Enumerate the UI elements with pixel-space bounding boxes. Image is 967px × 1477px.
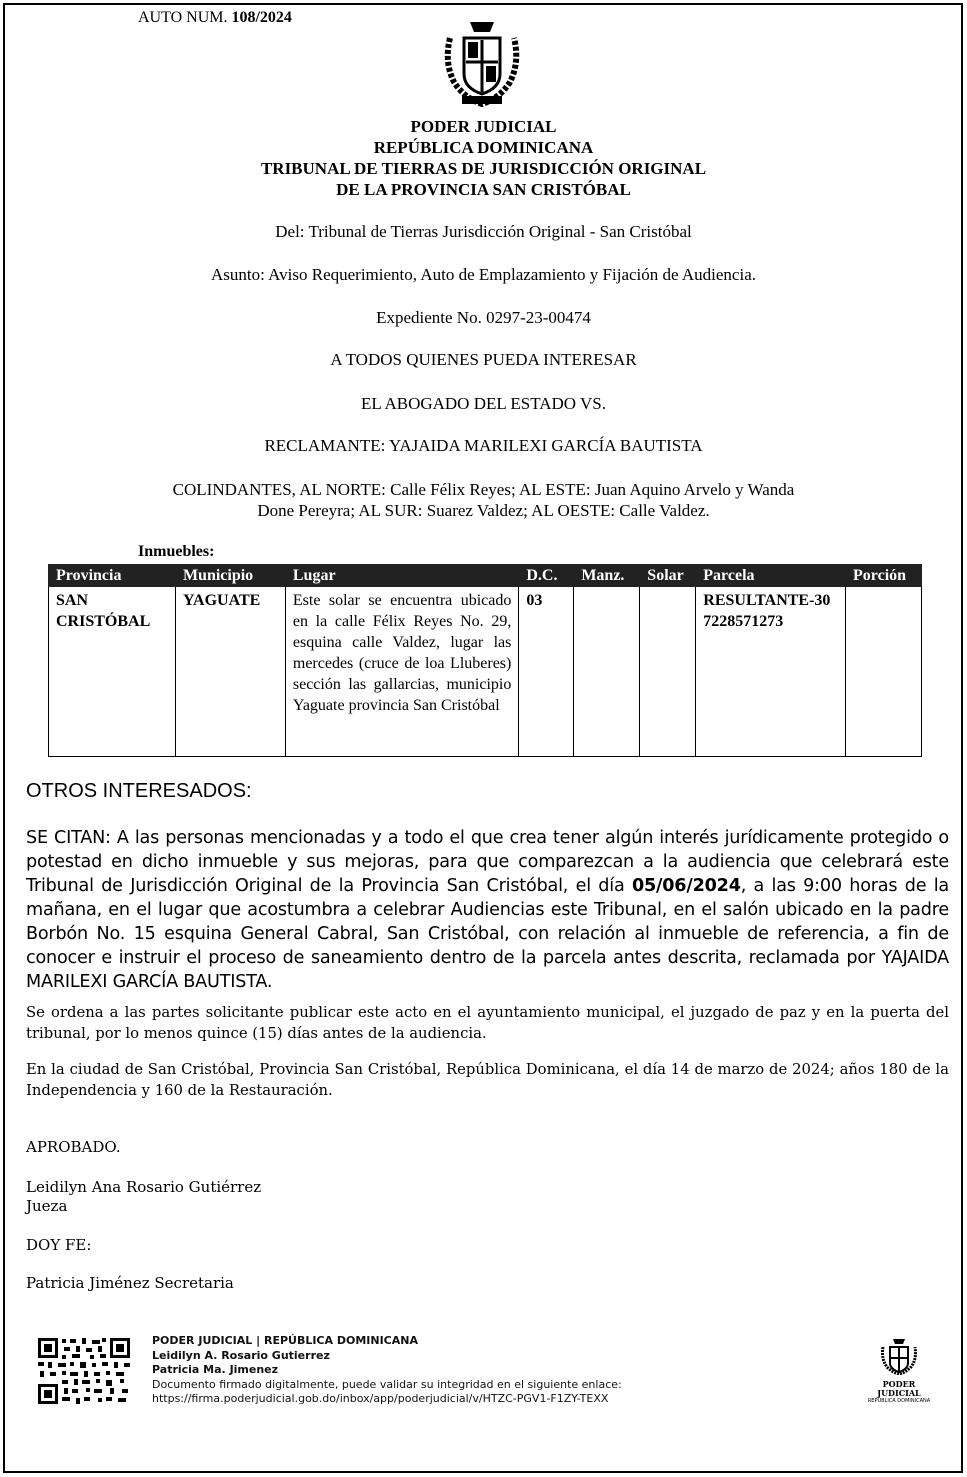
cell-provincia: SAN CRISTÓBAL — [49, 587, 176, 757]
col-header-porcion: Porción — [846, 565, 922, 587]
ordena-paragraph: Se ordena a las partes solicitante publicar este acto en el ayuntamiento municipal, el juzgado de paz y en la puerta del tribunal, por lo menos quince (15) días antes de la audiencia. — [26, 1004, 949, 1042]
digital-signature-block — [152, 1334, 622, 1407]
se-citan-text-2: , a las 9:00 horas de la mañana, en el lugar que acostumbra a celebrar Audiencias este Tribunal, en el salón ubicado en la padre Borbón No. 15 esquina General Cabral, San Cristóbal, con relación al inmueble de referencia, a fin de conocer e instruir el proceso de saneamiento dentro de la parcela antes descrita, reclamada por YAJAIDA MARILEXI GARCÍA BAUTISTA. — [26, 876, 950, 992]
footer-line-4: Documento firmado digitalmente, puede validar su integridad en el siguiente enlace: — [152, 1377, 622, 1391]
a-todos-line: A TODOS QUIENES PUEDA INTERESAR — [330, 350, 637, 369]
expediente-line: Expediente No. 0297-23-00474 — [376, 308, 591, 327]
inmuebles-table — [48, 564, 922, 757]
table-row — [49, 587, 922, 757]
cell-porcion — [846, 587, 922, 757]
auto-number-value: 108/2024 — [231, 9, 292, 26]
header-line-3: TRIBUNAL DE TIERRAS DE JURISDICCIÓN ORIGINAL — [260, 159, 707, 178]
cell-lugar: Este solar se encuentra ubicado en la calle Félix Reyes No. 29, esquina calle Valdez, lugar las mercedes (cruce de loa Lluberes) sección las gallarcias, municipio Yaguate provincia San Cristóbal — [285, 587, 518, 757]
cell-parcela: RESULTANTE-307228571273 — [696, 587, 846, 757]
poder-judicial-logo — [862, 1337, 936, 1404]
se-citan-paragraph — [26, 826, 949, 994]
qr-code-icon — [36, 1336, 132, 1406]
doy-fe-label: DOY FE: — [26, 1236, 92, 1254]
cell-manz — [574, 587, 640, 757]
reclamante-line: RECLAMANTE: YAJAIDA MARILEXI GARCÍA BAUTISTA — [264, 436, 703, 455]
auto-number-label: AUTO NUM. — [138, 9, 228, 26]
otros-interesados-heading: OTROS INTERESADOS: — [26, 780, 252, 802]
col-header-manz: Manz. — [574, 565, 640, 587]
se-citan-text-1: SE CITAN: A las personas mencionadas y a todo el que crea tener algún interés jurídicamente protegido o potestad en dicho inmueble y sus mejoras, para que comparezcan a la audiencia que celebrará este Tribunal de Jurisdicción Original de la Provincia San Cristóbal, el día — [26, 828, 949, 896]
header-line-1: PODER JUDICIAL — [410, 117, 557, 136]
coat-of-arms-small-icon — [879, 1337, 919, 1375]
col-header-parcela: Parcela — [696, 565, 846, 587]
footer-validation-link[interactable]: https://firma.poderjudicial.gob.do/inbox/app/poderjudicial/v/HTZC-PGV1-F1ZY-TEXX — [152, 1392, 609, 1405]
col-header-municipio: Municipio — [175, 565, 285, 587]
footer-line-1: PODER JUDICIAL | REPÚBLICA DOMINICANA — [152, 1334, 418, 1347]
colindantes-line-2: Done Pereyra; AL SUR: Suarez Valdez; AL OESTE: Calle Valdez. — [257, 501, 710, 520]
table-header-row — [49, 565, 922, 587]
hearing-date: 05/06/2024 — [631, 876, 741, 896]
col-header-lugar: Lugar — [285, 565, 518, 587]
auto-number — [138, 9, 292, 27]
del-line: Del: Tribunal de Tierras Jurisdicción Original - San Cristóbal — [275, 222, 692, 241]
jueza-name: Leidilyn Ana Rosario Gutiérrez — [26, 1178, 262, 1196]
secretaria-name: Patricia Jiménez Secretaria — [26, 1274, 234, 1292]
logo-text-republica: REPÚBLICA DOMINICANA — [867, 1398, 931, 1404]
logo-text-poder-judicial: PODER JUDICIAL — [877, 1379, 921, 1398]
abogado-line: EL ABOGADO DEL ESTADO VS. — [361, 394, 606, 413]
col-header-dc: D.C. — [519, 565, 574, 587]
cell-solar — [640, 587, 696, 757]
header-line-4: DE LA PROVINCIA SAN CRISTÓBAL — [336, 180, 631, 199]
coat-of-arms-icon — [440, 16, 524, 108]
asunto-line: Asunto: Aviso Requerimiento, Auto de Emplazamiento y Fijación de Audiencia. — [210, 265, 756, 284]
cell-municipio: YAGUATE — [175, 587, 285, 757]
document-header — [0, 116, 967, 200]
col-header-provincia: Provincia — [49, 565, 176, 587]
col-header-solar: Solar — [640, 565, 696, 587]
inmuebles-label: Inmuebles: — [138, 543, 215, 560]
jueza-title: Jueza — [26, 1197, 68, 1215]
aprobado-label: APROBADO. — [26, 1138, 121, 1156]
colindantes-line-1: COLINDANTES, AL NORTE: Calle Félix Reyes; AL ESTE: Juan Aquino Arvelo y Wanda — [172, 480, 795, 499]
footer-line-3: Patricia Ma. Jimenez — [152, 1363, 279, 1376]
footer-line-2: Leidilyn A. Rosario Gutierrez — [152, 1348, 330, 1362]
cell-dc: 03 — [519, 587, 574, 757]
header-line-2: REPÚBLICA DOMINICANA — [373, 138, 594, 157]
ciudad-paragraph: En la ciudad de San Cristóbal, Provincia San Cristóbal, República Dominicana, el día 14 de marzo de 2024; años 180 de la Independencia y 160 de la Restauración. — [26, 1061, 949, 1099]
